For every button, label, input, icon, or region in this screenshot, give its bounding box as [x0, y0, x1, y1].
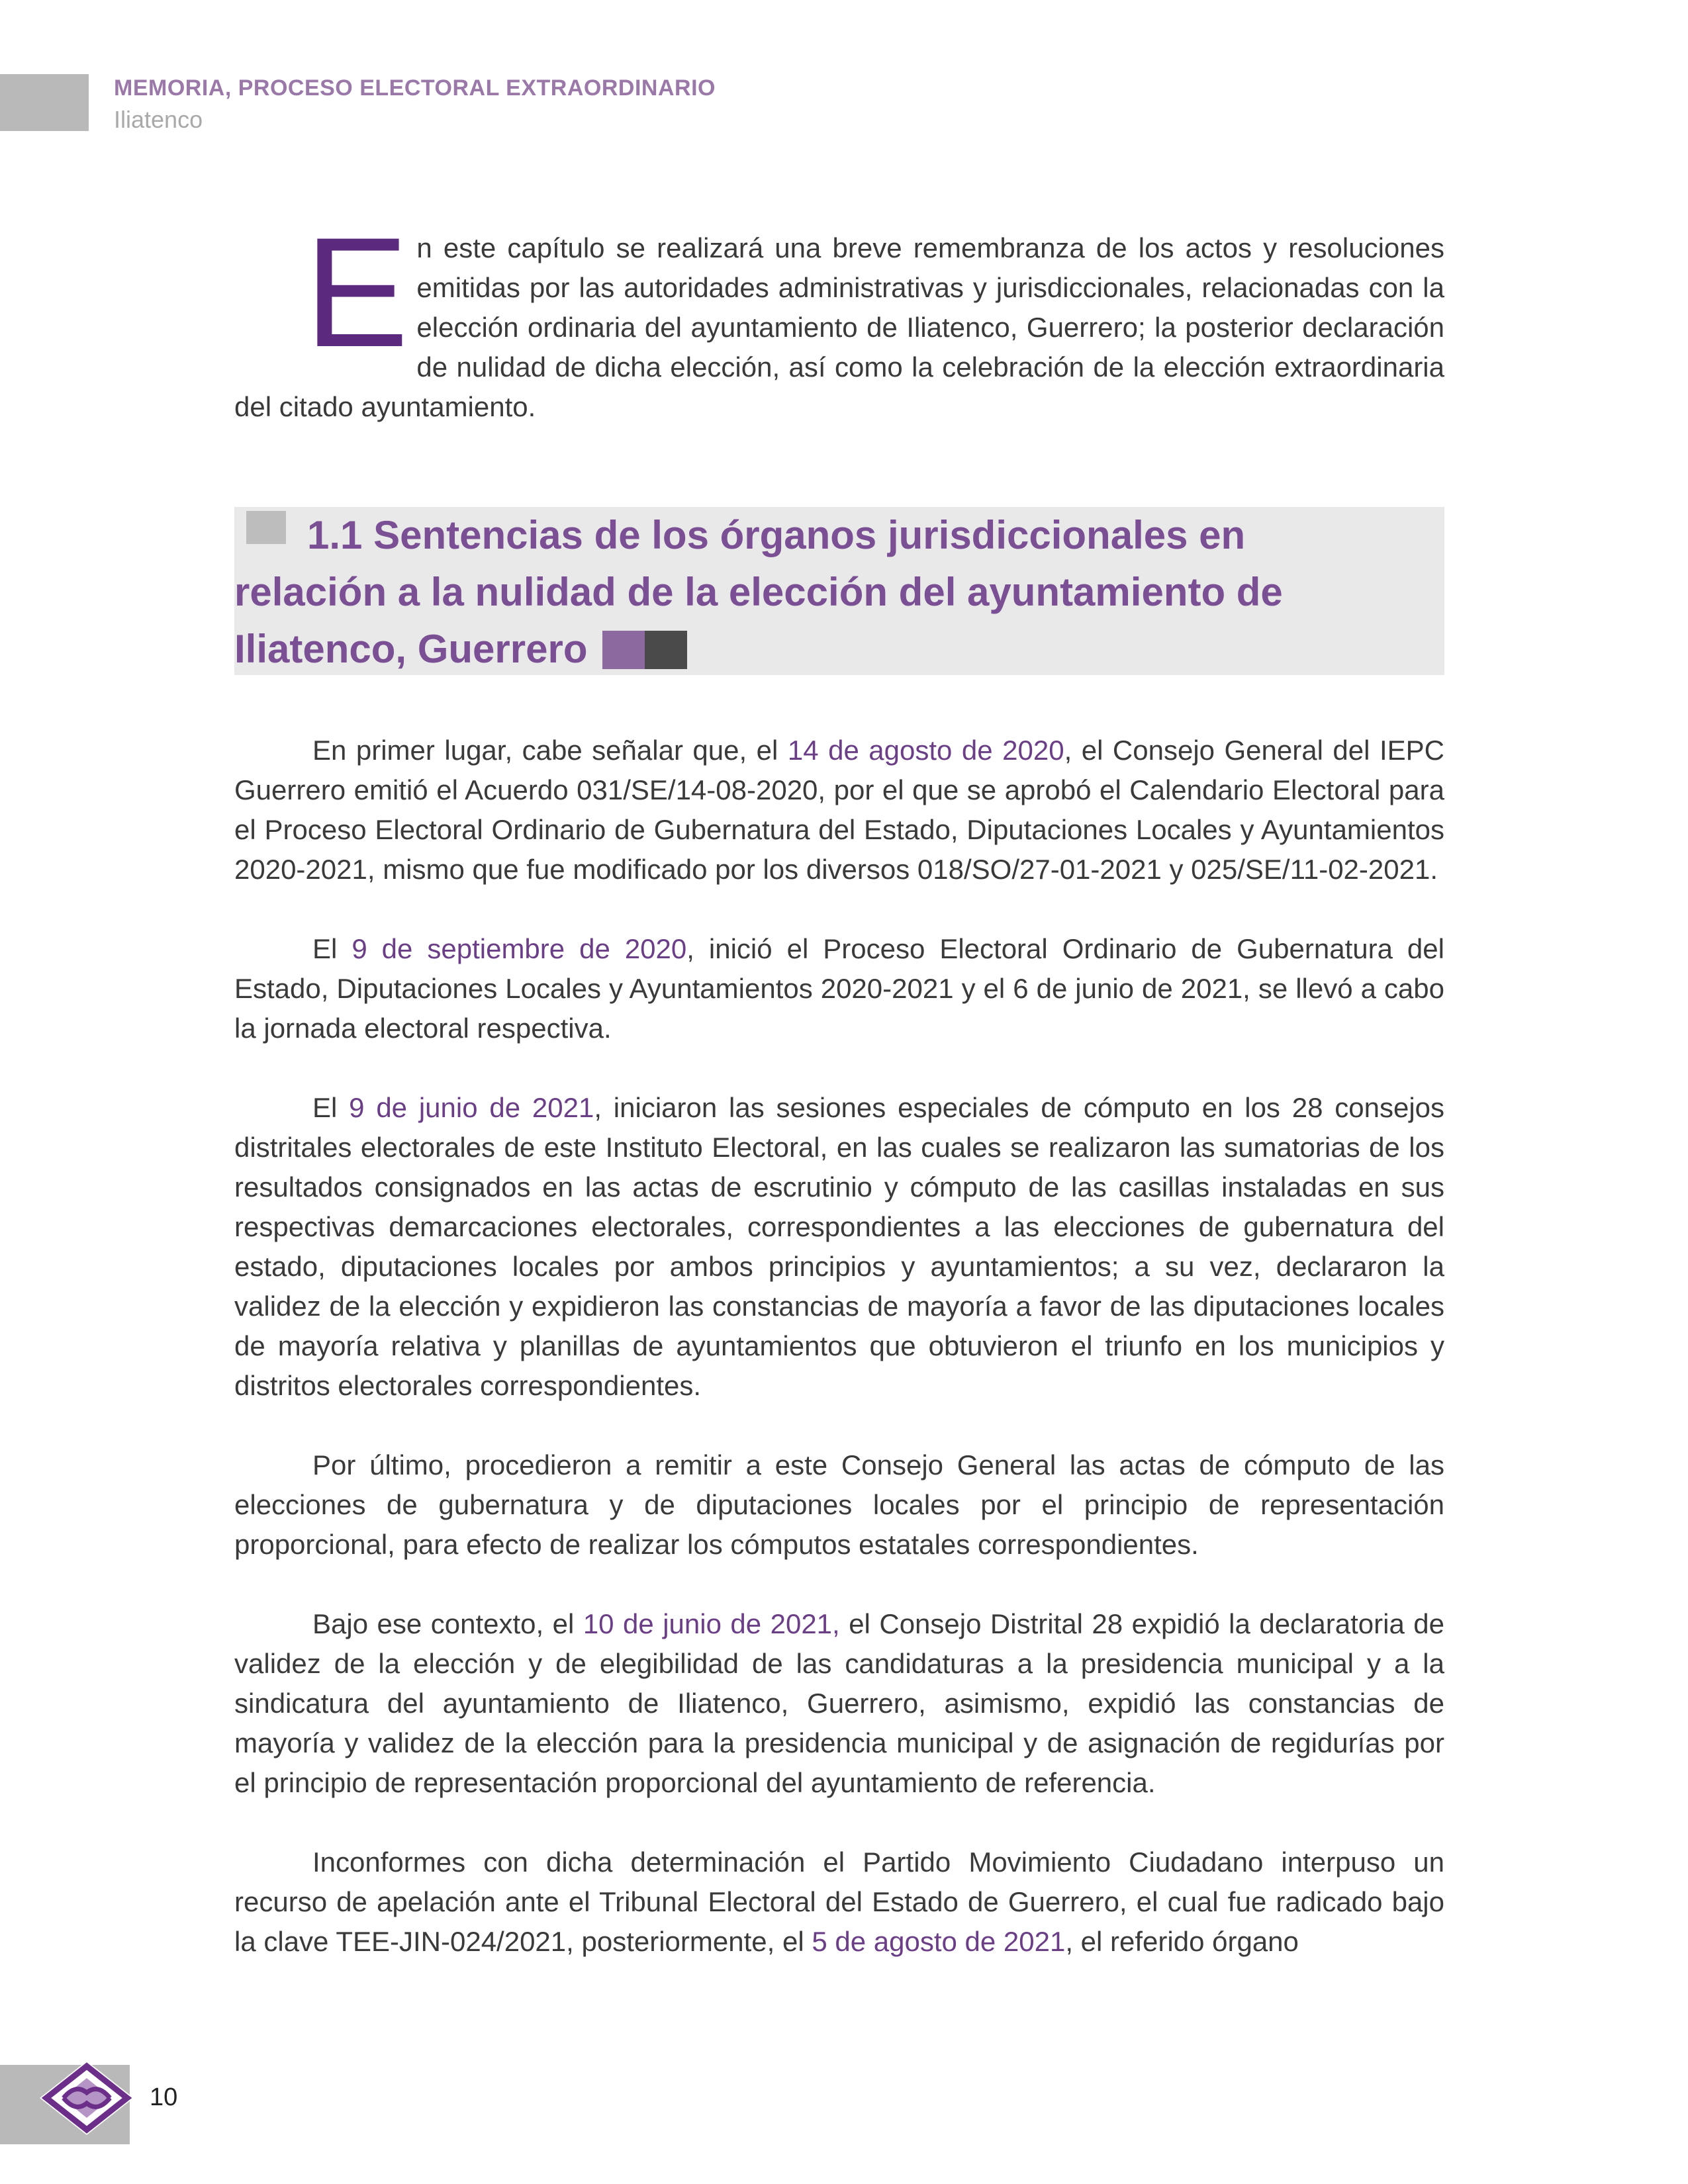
header-subtitle: Iliatenco	[114, 106, 203, 133]
date-highlight: 9 de septiembre de 2020	[352, 933, 687, 964]
body-text	[234, 731, 1444, 2001]
diamond-fret-logo-icon	[37, 2058, 136, 2138]
drop-cap: E	[305, 205, 409, 380]
page-number: 10	[150, 2083, 178, 2111]
paragraph-3: El 9 de junio de 2021, iniciaron las sesiones especiales de cómputo en los 28 consejos distritales electorales de este Instituto Electoral, en las cuales se realizaron las sumatorias de los resultados consignados en las actas de escrutinio y cómputo de las casillas instaladas en sus respectivas demarcaciones electorales, correspondientes a las elecciones de gubernatura del estado, diputaciones locales por ambos principios y ayuntamientos; a su vez, declararon la validez de la elección y expidieron las constancias de mayoría a favor de las diputaciones locales de mayoría relativa y planillas de ayuntamientos que obtuvieron el triunfo en los municipios y distritos electorales correspondientes.	[234, 1092, 1445, 1401]
header-gray-block	[0, 74, 89, 131]
paragraph-6: Inconformes con dicha determinación el Partido Movimiento Ciudadano interpuso un recurso de apelación ante el Tribunal Electoral del Estado de Guerrero, el cual fue radicado bajo la clave TEE-JIN-024/2021, posteriormente, el 5 de agosto de 2021, el referido órgano	[234, 1846, 1444, 1957]
paragraph-4: Por último, procedieron a remitir a este Consejo General las actas de cómputo de las elecciones de gubernatura y de diputaciones locales por el principio de representación proporcional, para efecto de realizar los cómputos estatales correspondientes.	[234, 1449, 1444, 1560]
paragraph-1: En primer lugar, cabe señalar que, el 14 de agosto de 2020, el Consejo General del IEPC Guerrero emitió el Acuerdo 031/SE/14-08-2020, por el que se aprobó el Calendario Electoral para el Proceso Electoral Ordinario de Gubernatura del Estado, Diputaciones Locales y Ayuntamientos 2020-2021, mismo que fue modificado por los diversos 018/SO/27-01-2021 y 025/SE/11-02-2021.	[234, 735, 1444, 885]
section-title-line-2: relación a la nulidad de la elección del ayuntamiento de	[234, 570, 1283, 614]
section-title-line-3: Iliatenco, Guerrero	[234, 627, 588, 671]
date-highlight: 9 de junio de 2021	[349, 1092, 594, 1123]
header-title: MEMORIA, PROCESO ELECTORAL EXTRAORDINARIO	[114, 75, 716, 101]
date-highlight: 14 de agosto de 2020	[787, 735, 1064, 766]
intro-paragraph	[234, 205, 1444, 427]
intro-text: n este capítulo se realizará una breve remembranza de los actos y resoluciones emitidas por las autoridades administrativas y jurisdiccionales, relacionadas con la elección ordinaria del ayuntamiento de Iliatenco, Guerrero; la posterior declaración de nulidad de dicha elección, así como la celebración de la elección extraordinaria del citado ayuntamiento.	[234, 232, 1444, 422]
paragraph-2: El 9 de septiembre de 2020, inició el Proceso Electoral Ordinario de Gubernatura del Estado, Diputaciones Locales y Ayuntamientos 2020-2021 y el 6 de junio de 2021, se llevó a cabo la jornada electoral respectiva.	[234, 933, 1444, 1044]
dark-square-icon	[645, 631, 687, 669]
paragraph-5: Bajo ese contexto, el 10 de junio de 2021, el Consejo Distrital 28 expidió la declaratoria de validez de la elección y de elegibilidad de las candidaturas a la presidencia municipal y a la sindicatura del ayuntamiento de Iliatenco, Guerrero, asimismo, expidió las constancias de mayoría y validez de la elección para la presidencia municipal y de asignación de regidurías por el principio de representación proporcional del ayuntamiento de referencia.	[234, 1608, 1444, 1798]
section-title-line-1: 1.1 Sentencias de los órganos jurisdiccionales en	[307, 513, 1246, 557]
purple-square-icon	[602, 631, 645, 669]
date-highlight: 10 de junio de 2021,	[583, 1608, 840, 1639]
section-heading-box	[234, 507, 1444, 675]
date-highlight: 5 de agosto de 2021	[812, 1926, 1066, 1957]
section-title	[234, 507, 1444, 678]
